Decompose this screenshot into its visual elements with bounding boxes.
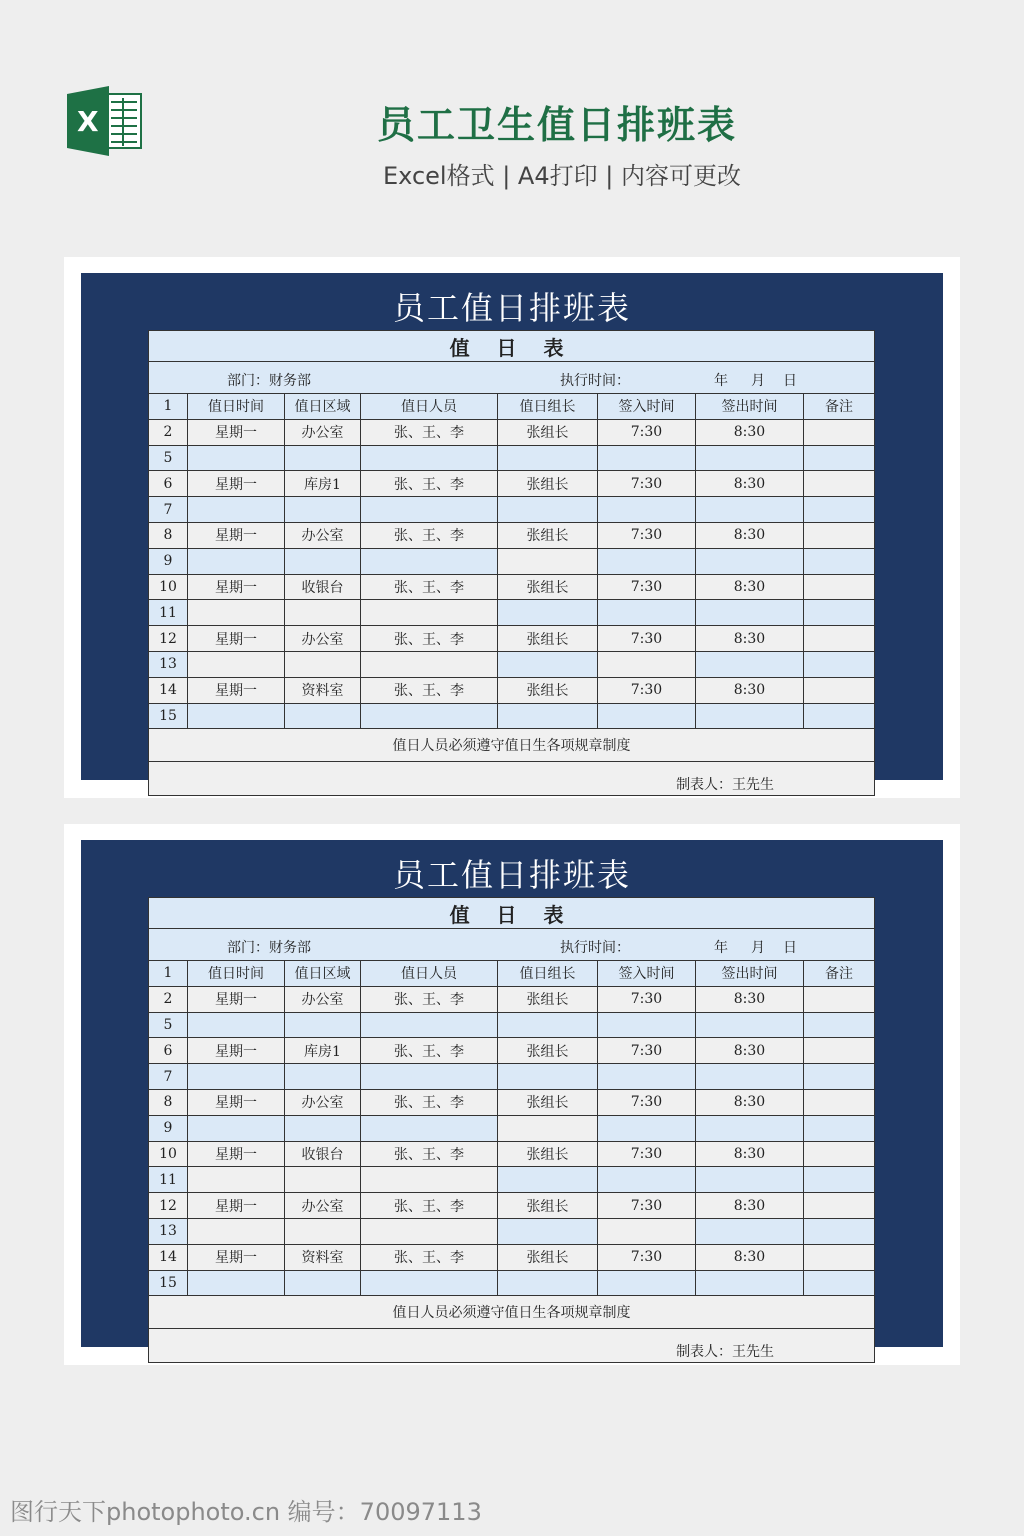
row-number: 7 (149, 1064, 188, 1090)
table-cell (498, 1167, 598, 1193)
table-cell (361, 1064, 498, 1090)
table-cell: 7:30 (598, 574, 696, 600)
table-cell (188, 1012, 285, 1038)
duty-table (148, 897, 875, 1363)
table-row (149, 445, 875, 471)
table-cell (598, 600, 696, 626)
info-row (149, 929, 875, 961)
table-cell (598, 548, 696, 574)
row-number: 2 (149, 419, 188, 445)
table-cell: 张、王、李 (361, 677, 498, 703)
department-label: 部门：财务部 (227, 940, 311, 956)
table-cell: 库房1 (285, 1038, 361, 1064)
table-cell (285, 497, 361, 523)
row-number: 13 (149, 1218, 188, 1244)
column-header: 签入时间 (598, 394, 696, 420)
column-header: 值日组长 (498, 961, 598, 987)
table-cell (285, 1115, 361, 1141)
table-cell (804, 522, 875, 548)
table-cell (804, 445, 875, 471)
table-row (149, 1064, 875, 1090)
preview-card-2 (64, 824, 960, 1365)
row-number: 14 (149, 1244, 188, 1270)
table-row (149, 626, 875, 652)
table-cell: 7:30 (598, 677, 696, 703)
table-cell (804, 1270, 875, 1296)
table-cell (285, 703, 361, 729)
table-cell: 8:30 (696, 522, 804, 548)
table-cell (188, 600, 285, 626)
table-cell: 张组长 (498, 419, 598, 445)
table-cell: 星期一 (188, 986, 285, 1012)
table-cell (361, 497, 498, 523)
table-cell: 资料室 (285, 1244, 361, 1270)
table-row (149, 1141, 875, 1167)
table-row (149, 1218, 875, 1244)
table-cell (804, 1218, 875, 1244)
table-cell: 张、王、李 (361, 626, 498, 652)
table-cell: 收银台 (285, 574, 361, 600)
row-number: 8 (149, 1089, 188, 1115)
note-row (149, 729, 875, 762)
signature: 制表人：王先生 (149, 762, 875, 796)
signature-row (149, 762, 875, 796)
column-header: 1 (149, 961, 188, 987)
table-cell (804, 1167, 875, 1193)
table-cell: 7:30 (598, 1038, 696, 1064)
column-header: 备注 (804, 394, 875, 420)
table-cell: 张组长 (498, 574, 598, 600)
table-cell: 星期一 (188, 471, 285, 497)
sheet-title: 员工值日排班表 (392, 289, 631, 327)
header-row (149, 961, 875, 987)
table-cell: 8:30 (696, 574, 804, 600)
exec-time-label: 执行时间： (560, 940, 630, 956)
table-cell: 星期一 (188, 1244, 285, 1270)
table-cell (361, 445, 498, 471)
table-cell (804, 1193, 875, 1219)
column-header: 1 (149, 394, 188, 420)
table-cell (598, 1167, 696, 1193)
table-cell: 8:30 (696, 1141, 804, 1167)
table-cell (498, 1012, 598, 1038)
table-cell: 8:30 (696, 471, 804, 497)
table-cell (498, 548, 598, 574)
column-header: 值日人员 (361, 961, 498, 987)
table-cell (804, 626, 875, 652)
exec-time-label: 执行时间： (560, 373, 630, 389)
table-cell (361, 1115, 498, 1141)
table-cell: 办公室 (285, 1089, 361, 1115)
table-caption: 值 日 表 (149, 331, 875, 362)
table-cell (598, 445, 696, 471)
table-cell (696, 497, 804, 523)
table-cell (188, 497, 285, 523)
table-cell (804, 651, 875, 677)
table-cell (804, 1141, 875, 1167)
table-cell (696, 1064, 804, 1090)
rules-note: 值日人员必须遵守值日生各项规章制度 (149, 1296, 875, 1329)
table-cell: 7:30 (598, 1193, 696, 1219)
row-number: 8 (149, 522, 188, 548)
table-cell: 张、王、李 (361, 1193, 498, 1219)
table-cell: 星期一 (188, 522, 285, 548)
row-number: 13 (149, 651, 188, 677)
table-cell: 收银台 (285, 1141, 361, 1167)
table-cell (188, 445, 285, 471)
table-cell (285, 1064, 361, 1090)
table-cell: 8:30 (696, 1193, 804, 1219)
table-cell (361, 651, 498, 677)
signature-row (149, 1329, 875, 1363)
table-cell (696, 1012, 804, 1038)
table-row (149, 574, 875, 600)
table-cell (804, 548, 875, 574)
table-cell (804, 600, 875, 626)
table-cell (285, 1167, 361, 1193)
page-subtitle: Excel格式 | A4打印 | 内容可更改 (383, 162, 741, 190)
row-number: 12 (149, 1193, 188, 1219)
table-cell (285, 600, 361, 626)
table-cell (598, 1218, 696, 1244)
row-number: 9 (149, 548, 188, 574)
table-cell (498, 497, 598, 523)
table-cell (285, 445, 361, 471)
table-row (149, 1089, 875, 1115)
table-cell (498, 445, 598, 471)
table-caption-row (149, 898, 875, 929)
table-row (149, 419, 875, 445)
table-row (149, 677, 875, 703)
table-cell: 张、王、李 (361, 419, 498, 445)
table-cell: 星期一 (188, 1089, 285, 1115)
table-row (149, 651, 875, 677)
table-cell: 张、王、李 (361, 471, 498, 497)
table-cell: 张组长 (498, 986, 598, 1012)
sheet-title: 员工值日排班表 (392, 856, 631, 894)
table-cell: 张、王、李 (361, 574, 498, 600)
row-number: 11 (149, 600, 188, 626)
table-cell (804, 471, 875, 497)
table-cell (804, 1115, 875, 1141)
table-cell (804, 1012, 875, 1038)
table-cell: 张、王、李 (361, 1244, 498, 1270)
table-row (149, 522, 875, 548)
table-row (149, 986, 875, 1012)
year-label: 年 (714, 940, 728, 956)
row-number: 15 (149, 703, 188, 729)
table-cell: 办公室 (285, 419, 361, 445)
table-cell: 星期一 (188, 1038, 285, 1064)
table-cell: 张、王、李 (361, 522, 498, 548)
table-cell: 办公室 (285, 1193, 361, 1219)
table-cell: 7:30 (598, 471, 696, 497)
table-cell (598, 1270, 696, 1296)
table-row (149, 548, 875, 574)
table-cell (498, 651, 598, 677)
table-cell: 7:30 (598, 522, 696, 548)
table-cell: 星期一 (188, 1141, 285, 1167)
table-row (149, 1167, 875, 1193)
table-cell (696, 651, 804, 677)
table-cell (361, 1270, 498, 1296)
day-label: 日 (783, 940, 797, 956)
table-cell (696, 1167, 804, 1193)
table-cell: 星期一 (188, 574, 285, 600)
table-cell: 办公室 (285, 522, 361, 548)
table-cell (188, 1064, 285, 1090)
note-row (149, 1296, 875, 1329)
table-cell (188, 703, 285, 729)
table-cell (498, 600, 598, 626)
column-header: 值日区域 (285, 961, 361, 987)
table-cell: 星期一 (188, 626, 285, 652)
preview-card-1 (64, 257, 960, 798)
table-cell: 张组长 (498, 1244, 598, 1270)
table-cell (285, 651, 361, 677)
duty-table (148, 330, 875, 796)
table-cell: 张、王、李 (361, 986, 498, 1012)
column-header: 签入时间 (598, 961, 696, 987)
table-row (149, 1115, 875, 1141)
signature: 制表人：王先生 (149, 1329, 875, 1363)
table-cell (696, 445, 804, 471)
table-cell (598, 1064, 696, 1090)
column-header: 值日时间 (188, 961, 285, 987)
row-number: 10 (149, 574, 188, 600)
table-cell (804, 1064, 875, 1090)
table-cell: 张组长 (498, 626, 598, 652)
table-cell (696, 703, 804, 729)
day-label: 日 (783, 373, 797, 389)
table-cell (188, 651, 285, 677)
table-caption: 值 日 表 (149, 898, 875, 929)
table-cell (696, 1270, 804, 1296)
row-number: 11 (149, 1167, 188, 1193)
table-cell: 8:30 (696, 1244, 804, 1270)
table-cell (285, 1218, 361, 1244)
spreadsheet-preview (81, 273, 943, 794)
table-cell (498, 1064, 598, 1090)
table-cell: 7:30 (598, 1089, 696, 1115)
table-cell (804, 497, 875, 523)
department-label: 部门：财务部 (227, 373, 311, 389)
table-cell (188, 1218, 285, 1244)
table-cell: 资料室 (285, 677, 361, 703)
table-cell (804, 986, 875, 1012)
table-cell: 张、王、李 (361, 1089, 498, 1115)
table-row (149, 1270, 875, 1296)
table-cell (361, 600, 498, 626)
table-cell (804, 703, 875, 729)
table-cell: 张组长 (498, 1038, 598, 1064)
info-row (149, 362, 875, 394)
column-header: 值日时间 (188, 394, 285, 420)
table-caption-row (149, 331, 875, 362)
table-cell (188, 1167, 285, 1193)
rules-note: 值日人员必须遵守值日生各项规章制度 (149, 729, 875, 762)
row-number: 2 (149, 986, 188, 1012)
row-number: 15 (149, 1270, 188, 1296)
table-cell (361, 703, 498, 729)
table-row (149, 600, 875, 626)
row-number: 5 (149, 445, 188, 471)
table-cell (285, 1270, 361, 1296)
row-number: 6 (149, 471, 188, 497)
table-cell: 星期一 (188, 1193, 285, 1219)
table-cell (188, 548, 285, 574)
table-row (149, 1012, 875, 1038)
table-cell (696, 548, 804, 574)
table-cell (188, 1270, 285, 1296)
row-number: 12 (149, 626, 188, 652)
table-cell: 8:30 (696, 1089, 804, 1115)
table-cell: 办公室 (285, 986, 361, 1012)
table-cell: 7:30 (598, 626, 696, 652)
table-cell: 8:30 (696, 419, 804, 445)
column-header: 备注 (804, 961, 875, 987)
header-row (149, 394, 875, 420)
table-cell: 7:30 (598, 419, 696, 445)
table-cell: 8:30 (696, 677, 804, 703)
table-cell: 7:30 (598, 1244, 696, 1270)
table-cell: 张组长 (498, 522, 598, 548)
row-number: 6 (149, 1038, 188, 1064)
row-number: 5 (149, 1012, 188, 1038)
row-number: 10 (149, 1141, 188, 1167)
table-row (149, 703, 875, 729)
year-label: 年 (714, 373, 728, 389)
page-title: 员工卫生值日排班表 (376, 103, 737, 147)
table-cell: 张组长 (498, 1193, 598, 1219)
table-row (149, 1244, 875, 1270)
month-label: 月 (751, 373, 765, 389)
table-cell (804, 574, 875, 600)
spreadsheet-preview (81, 840, 943, 1361)
table-cell (598, 1012, 696, 1038)
column-header: 签出时间 (696, 394, 804, 420)
table-cell (598, 497, 696, 523)
table-cell (696, 1115, 804, 1141)
table-cell (361, 1167, 498, 1193)
table-cell: 8:30 (696, 626, 804, 652)
column-header: 值日人员 (361, 394, 498, 420)
watermark: 图行天下photophoto.cn 编号：70097113 (10, 1498, 482, 1526)
table-cell (804, 1244, 875, 1270)
table-cell (804, 419, 875, 445)
table-cell (285, 548, 361, 574)
month-label: 月 (751, 940, 765, 956)
table-cell: 办公室 (285, 626, 361, 652)
table-cell (696, 600, 804, 626)
row-number: 9 (149, 1115, 188, 1141)
svg-text:X: X (77, 105, 99, 138)
table-cell (696, 1218, 804, 1244)
table-cell (498, 1115, 598, 1141)
table-row (149, 1038, 875, 1064)
table-cell (598, 1115, 696, 1141)
table-cell: 星期一 (188, 419, 285, 445)
table-cell (188, 1115, 285, 1141)
row-number: 14 (149, 677, 188, 703)
table-cell: 8:30 (696, 1038, 804, 1064)
table-row (149, 497, 875, 523)
table-cell: 张组长 (498, 471, 598, 497)
column-header: 签出时间 (696, 961, 804, 987)
table-cell: 8:30 (696, 986, 804, 1012)
table-cell (285, 1012, 361, 1038)
table-cell (804, 1089, 875, 1115)
table-cell (804, 677, 875, 703)
table-cell (498, 1218, 598, 1244)
table-cell (498, 1270, 598, 1296)
table-cell (498, 703, 598, 729)
table-cell (598, 703, 696, 729)
table-row (149, 471, 875, 497)
row-number: 7 (149, 497, 188, 523)
table-cell: 7:30 (598, 986, 696, 1012)
table-row (149, 1193, 875, 1219)
table-cell: 张组长 (498, 677, 598, 703)
table-cell: 张、王、李 (361, 1141, 498, 1167)
table-cell: 7:30 (598, 1141, 696, 1167)
table-cell: 张、王、李 (361, 1038, 498, 1064)
table-cell (361, 1012, 498, 1038)
column-header: 值日组长 (498, 394, 598, 420)
column-header: 值日区域 (285, 394, 361, 420)
table-cell: 张组长 (498, 1141, 598, 1167)
table-cell (804, 1038, 875, 1064)
table-cell: 星期一 (188, 677, 285, 703)
table-cell (361, 1218, 498, 1244)
table-cell: 张组长 (498, 1089, 598, 1115)
table-cell (361, 548, 498, 574)
table-cell (598, 651, 696, 677)
table-cell: 库房1 (285, 471, 361, 497)
